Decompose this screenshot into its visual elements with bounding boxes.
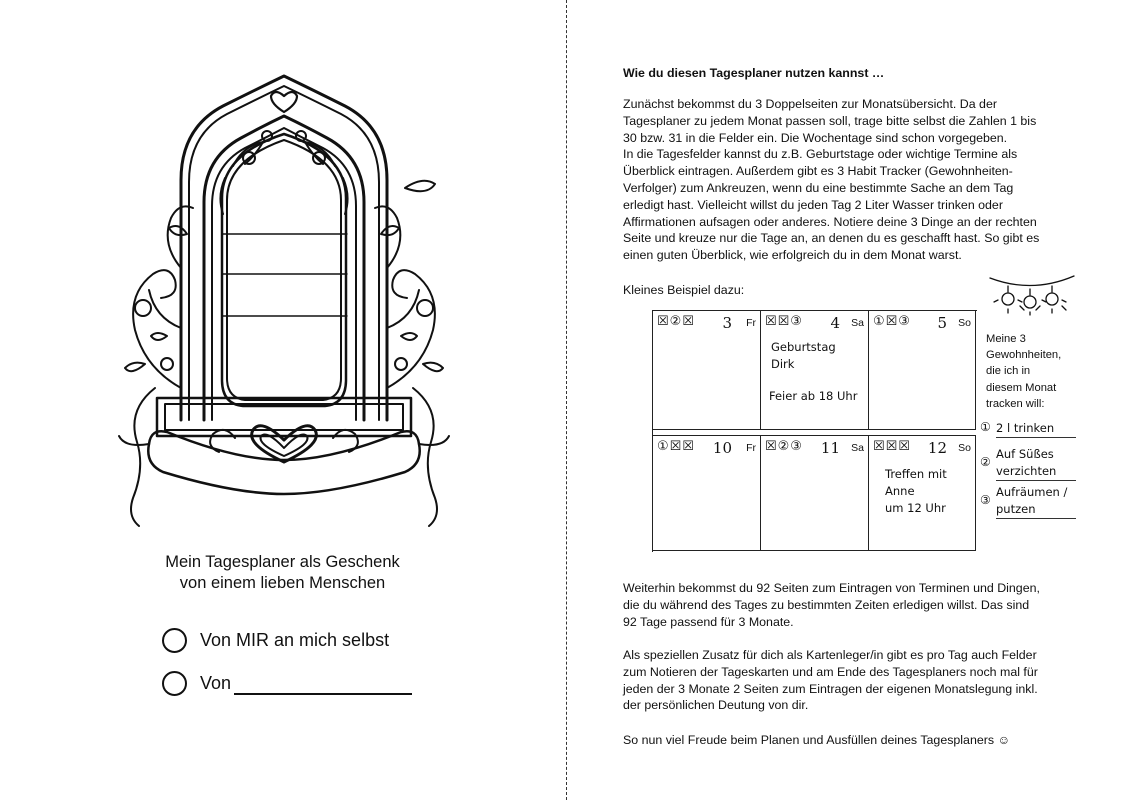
weekday-label: So	[958, 317, 971, 329]
example-label: Kleines Beispiel dazu:	[623, 283, 745, 297]
habit-intro-line: diesem Monat	[986, 381, 1057, 394]
name-blank-line[interactable]	[234, 693, 412, 695]
habit-line: putzen	[996, 501, 1076, 519]
text-line: zum Notieren der Tageskarten und am Ende des Tagesplaners noch mal für	[623, 664, 1038, 679]
gift-option-self[interactable]	[162, 628, 422, 658]
text-line: In die Tagesfelder kannst du z.B. Geburtstage oder wichtige Termine als	[623, 147, 1018, 162]
gift-option-label: Von	[200, 673, 232, 693]
gift-title-line: von einem lieben Menschen	[179, 574, 386, 592]
note-line: Treffen mit	[885, 467, 947, 481]
text-line: 92 Tage passend für 3 Monate.	[623, 614, 794, 629]
checkbox-circle[interactable]	[162, 671, 187, 696]
note-line: um 12 Uhr	[885, 501, 946, 515]
habit-checkmarks: ☒②☒	[657, 314, 695, 329]
habit-checkmarks: ①☒☒	[657, 439, 695, 454]
day-number: 5	[937, 314, 947, 332]
day-cell	[869, 311, 976, 430]
habit-number: ③	[980, 493, 991, 507]
habit-line: Auf Süßes	[996, 447, 1054, 461]
text-line: Affirmationen aufsagen oder anderes. Notiere deine 3 Dinge an der rechten	[623, 214, 1037, 229]
text-line: Überblick eintragen. Außerdem gibt es 3 Habit Tracker (Gewohnheiten-	[623, 164, 1013, 179]
text-line: Seite und kreuze nur die Tage an, an denen du es geschafft hast. So gibt es	[623, 231, 1040, 246]
habit-number: ②	[980, 455, 991, 469]
example-calendar-grid	[652, 310, 977, 552]
weekday-label: Fr	[746, 442, 756, 454]
text-line: die du während des Tages zu bestimmten Zeiten erledigen willst. Das sind	[623, 597, 1030, 612]
habit-text	[996, 484, 1076, 519]
gift-title	[130, 552, 435, 594]
weekday-label: So	[958, 442, 971, 454]
checkbox-circle[interactable]	[162, 628, 187, 653]
habit-intro-line: Meine 3	[986, 333, 1026, 345]
habit-intro-line: Gewohnheiten,	[986, 349, 1062, 362]
day-note-extra: Feier ab 18 Uhr	[769, 389, 858, 403]
habit-text	[996, 446, 1076, 481]
note-line: Geburtstag	[771, 340, 836, 354]
text-line: Als speziellen Zusatz für dich als Kartenleger/in gibt es pro Tag auch Felder	[623, 648, 1037, 662]
text-line: einen guten Überblick, wie erfolgreich du in dem Monat warst.	[623, 248, 962, 263]
text-line: Zunächst bekommst du 3 Doppelseiten zur Monatsübersicht. Da der	[623, 97, 997, 111]
gift-option-from[interactable]	[162, 671, 422, 701]
card-reader-paragraph	[623, 647, 1095, 714]
day-number: 11	[820, 439, 840, 457]
habit-line: verzichten	[996, 463, 1076, 481]
text-line: Weiterhin bekommst du 92 Seiten zum Eintragen von Terminen und Dingen,	[623, 581, 1040, 595]
day-cell	[653, 311, 761, 430]
habit-checkmarks: ①☒③	[873, 314, 911, 329]
habit-checkmarks: ☒☒③	[765, 314, 803, 329]
weekday-label: Fr	[746, 317, 756, 329]
note-line: Dirk	[771, 357, 795, 371]
text-line: So nun viel Freude beim Planen und Ausfüllen deines Tagesplaners ☺	[623, 733, 1011, 747]
day-cell	[761, 435, 869, 551]
day-number: 10	[712, 439, 732, 457]
day-cell	[653, 435, 761, 551]
weekday-label: Sa	[851, 317, 864, 329]
text-line: 30 bzw. 31 in die Felder ein. Die Wochentage sind schon vorgegeben.	[623, 130, 1008, 145]
habit-number: ①	[980, 420, 991, 434]
habit-intro-line: tracken will:	[986, 397, 1045, 410]
pages-paragraph	[623, 580, 1095, 630]
day-cell	[869, 435, 976, 551]
text-line: Tagesplaner zu jedem Monat passen soll, trage bitte selbst die Zahlen 1 bis	[623, 113, 1037, 128]
habit-intro	[986, 331, 1082, 412]
day-number: 4	[830, 314, 840, 332]
text-line: jeden der 3 Monate 2 Seiten zum Eintragen der eigenen Monatslegung inkl.	[623, 681, 1038, 696]
day-number: 12	[927, 439, 947, 457]
closing-paragraph	[623, 732, 1095, 749]
day-number: 3	[722, 314, 732, 332]
habit-intro-line: die ich in	[986, 365, 1031, 378]
habit-line: 2 l trinken	[996, 420, 1076, 438]
habit-checkmarks: ☒☒☒	[873, 439, 911, 454]
habit-text	[996, 420, 1076, 438]
habit-line: Aufräumen /	[996, 485, 1068, 499]
day-note	[885, 466, 947, 517]
intro-paragraph	[623, 96, 1095, 264]
page-fold-divider	[566, 0, 567, 800]
day-note	[771, 339, 836, 373]
text-line: erledigt hast. Vielleicht willst du jeden Tag 2 Liter Wasser trinken oder	[623, 197, 1003, 212]
weekday-label: Sa	[851, 442, 864, 454]
day-cell	[761, 311, 869, 430]
string-lights-icon	[988, 272, 1076, 316]
note-line: Anne	[885, 484, 915, 498]
ornamental-frame-illustration	[105, 68, 463, 530]
instructions-title: Wie du diesen Tagesplaner nutzen kannst …	[623, 66, 885, 80]
text-line: Verfolger) zum Ankreuzen, wenn du eine bestimmte Sache an dem Tag	[623, 180, 1014, 195]
gift-title-line: Mein Tagesplaner als Geschenk	[165, 553, 400, 571]
habit-checkmarks: ☒②③	[765, 439, 803, 454]
gift-option-label: Von MIR an mich selbst	[200, 630, 390, 650]
text-line: der persönlichen Deutung von dir.	[623, 698, 809, 713]
